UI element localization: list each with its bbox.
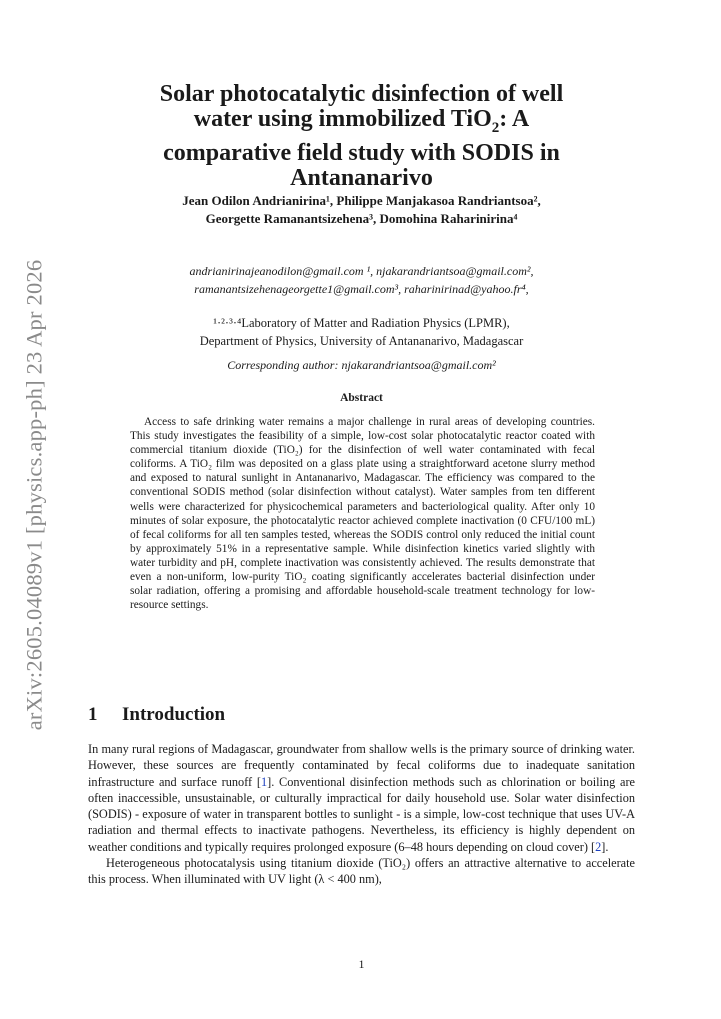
emails-line-1: andrianirinajeanodilon@gmail.com ¹, njakarandriantsoa@gmail.com², [189,264,534,278]
abstract-body [130,415,595,612]
title-line-4: Antananarivo [290,164,433,191]
section-title: Introduction [122,704,226,725]
abstract-heading: Abstract [340,392,383,404]
affiliation-line-1: ¹·²·³·⁴Laboratory of Matter and Radiation Physics (LPMR), [213,316,510,330]
citation-link[interactable]: 2 [595,839,602,854]
author-list [88,192,635,228]
paragraph-2: Heterogeneous photocatalysis using titanium dioxide (TiO₂) offers an attractive alternative to accelerate this process. When illuminated with UV light (λ < 400 nm), [88,856,635,887]
arxiv-sidebar [14,250,54,740]
authors-line-2: Georgette Ramanantsizehena³, Domohina Raharinirina⁴ [205,211,518,226]
arxiv-identifier: arXiv:2605.04089v1 [physics.app-ph] 23 Apr 2026 [21,259,47,731]
author-emails [88,262,635,298]
paper-title [88,82,635,191]
citation-link[interactable]: 1 [260,774,268,789]
section-heading [88,704,635,726]
section-number: 1 [88,704,98,725]
affiliation-line-2: Department of Physics, University of Antananarivo, Madagascar [199,334,524,348]
title-line-1: Solar photocatalytic disinfection of well [159,81,564,107]
paragraph-1: In many rural regions of Madagascar, groundwater from shallow wells is the primary source of drinking water. However, these sources are frequently contaminated by fecal coliforms due to inadequate sanitation infrastructure and surface runoff [1]. Conventional disinfection methods such as chlorination or boiling are often inaccessible, unsustainable, or culturally impractical for daily household use. Solar water disinfection (SODIS) - exposure of water in transparent bottles to sunlight - is a simple, low-cost technique that uses UV-A radiation and thermal effects to inactivate pathogens. Nevertheless, its efficiency is highly dependent on weather conditions and typically requires prolonged exposure (6–48 hours depending on cloud cover) [2]. [88,742,635,854]
emails-line-2: ramanantsizehenageorgette1@gmail.com³, raharinirinad@yahoo.fr⁴, [194,282,529,296]
corresponding-author: Corresponding author: njakarandriantsoa@gmail.com² [227,358,496,372]
page-number: 1 [358,957,365,971]
abstract-text: Access to safe drinking water remains a major challenge in rural areas of developing countries. This study investigates the feasibility of a simple, low-cost solar photocatalytic reactor coated with commercial titanium dioxide (TiO₂) for the disinfection of well water contaminated with fecal coliforms. A TiO₂ film was deposited on a glass plate using a straightforward acetone slurry method and exposed to natural sunlight in Antananarivo, Madagascar. The efficiency was compared to the conventional SODIS method (solar disinfection without catalyst). Water samples from ten different wells were characterized for physicochemical parameters and bacteriological quality. After only 10 minutes of solar exposure, the photocatalytic reactor achieved complete inactivation (0 CFU/100 mL) of fecal coliforms for all ten samples tested, whereas the SODIS control only reduced the initial count by approximately 51% in a representative sample. While disinfection kinetics varied slightly with water turbidity and pH, complete inactivation was consistently achieved. The results demonstrate that even a non-uniform, low-purity TiO₂ coating significantly accelerates bacterial disinfection under solar radiation, offering a promising and affordable household-scale treatment technology for low-resource settings. [130,416,595,612]
title-line-2: water using immobilized TiO$_2$: A [193,106,530,136]
section-body [88,741,635,888]
authors-line-1: Jean Odilon Andrianirina¹, Philippe Manjakasoa Randriantsoa², [182,193,541,208]
title-line-3: comparative field study with SODIS in [163,139,560,166]
affiliation [88,314,635,350]
